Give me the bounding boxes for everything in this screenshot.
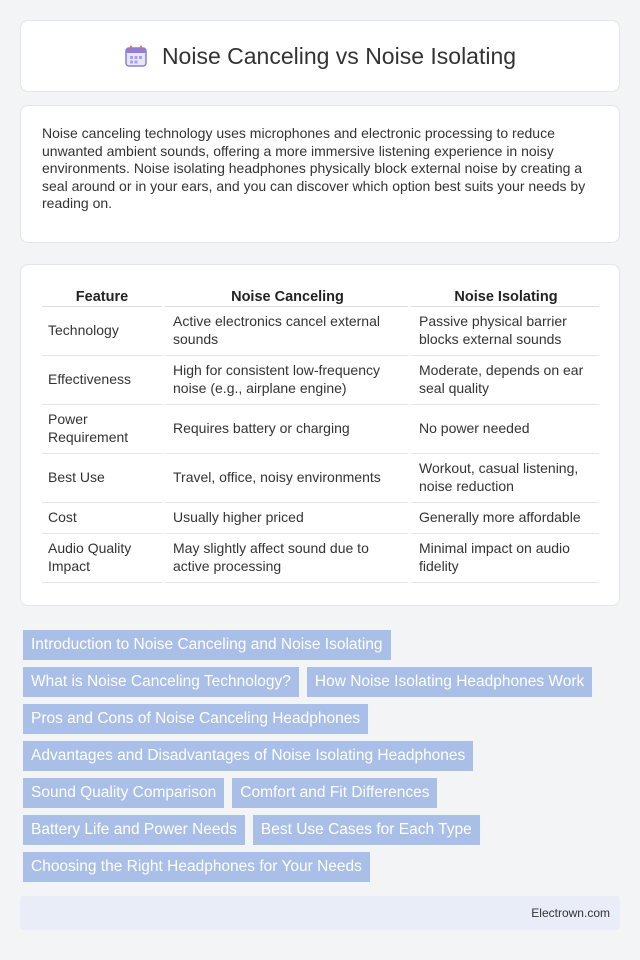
comparison-table bbox=[42, 285, 599, 583]
table-cell: Generally more affordable bbox=[408, 503, 599, 534]
table-cell: Moderate, depends on ear seal quality bbox=[408, 356, 599, 405]
table-cell: Active electronics cancel external sounds bbox=[162, 307, 408, 356]
table-cell: Usually higher priced bbox=[162, 503, 408, 534]
table-cell: Cost bbox=[42, 503, 162, 534]
table-row bbox=[42, 503, 599, 534]
tag-pros-cons-canceling[interactable]: Pros and Cons of Noise Canceling Headphones bbox=[23, 704, 368, 734]
intro-text: Noise canceling technology uses microphones and electronic processing to reduce unwanted ambient sounds, offering a more immersive listening experience in noisy environments. Noise isolating headphones physically block external noise by creating a seal around or in your ears, and you can discover which option best suits your needs by reading on. bbox=[42, 125, 586, 212]
table-row bbox=[42, 405, 599, 454]
table-row bbox=[42, 307, 599, 356]
table-cell: Workout, casual listening, noise reduction bbox=[408, 454, 599, 503]
table-header-row bbox=[42, 285, 599, 307]
table-cell: Technology bbox=[42, 307, 162, 356]
table-cell: High for consistent low-frequency noise (e.g., airplane engine) bbox=[162, 356, 408, 405]
intro-card bbox=[20, 105, 620, 243]
tag-advantages-isolating[interactable]: Advantages and Disadvantages of Noise Isolating Headphones bbox=[23, 741, 473, 771]
tag-row bbox=[23, 630, 623, 660]
table-header: Noise Canceling bbox=[162, 285, 408, 307]
tag-row bbox=[23, 667, 623, 697]
table-cell: No power needed bbox=[408, 405, 599, 454]
tag-sound-quality[interactable]: Sound Quality Comparison bbox=[23, 778, 224, 808]
table-cell: Minimal impact on audio fidelity bbox=[408, 534, 599, 583]
table-row bbox=[42, 356, 599, 405]
table-cell: Best Use bbox=[42, 454, 162, 503]
title-card bbox=[20, 20, 620, 92]
footer bbox=[20, 896, 620, 930]
tag-introduction[interactable]: Introduction to Noise Canceling and Noise Isolating bbox=[23, 630, 391, 660]
tag-row bbox=[23, 741, 623, 771]
tag-how-noise-isolating-works[interactable]: How Noise Isolating Headphones Work bbox=[307, 667, 592, 697]
table-row bbox=[42, 534, 599, 583]
table-cell: Requires battery or charging bbox=[162, 405, 408, 454]
tag-row bbox=[23, 852, 623, 882]
table-cell: May slightly affect sound due to active processing bbox=[162, 534, 408, 583]
table-cell: Effectiveness bbox=[42, 356, 162, 405]
table-header: Noise Isolating bbox=[408, 285, 599, 307]
tag-best-use-cases[interactable]: Best Use Cases for Each Type bbox=[253, 815, 480, 845]
tag-comfort-fit[interactable]: Comfort and Fit Differences bbox=[232, 778, 437, 808]
tag-battery-life[interactable]: Battery Life and Power Needs bbox=[23, 815, 245, 845]
page-title: Noise Canceling vs Noise Isolating bbox=[161, 42, 517, 69]
tag-what-is-noise-canceling[interactable]: What is Noise Canceling Technology? bbox=[23, 667, 299, 697]
table-header: Feature bbox=[42, 285, 162, 307]
tag-row bbox=[23, 778, 623, 808]
table-cell: Travel, office, noisy environments bbox=[162, 454, 408, 503]
tag-row bbox=[23, 815, 623, 845]
table-cell: Power Requirement bbox=[42, 405, 162, 454]
table-cell: Audio Quality Impact bbox=[42, 534, 162, 583]
calendar-icon bbox=[124, 44, 148, 68]
comparison-table-card bbox=[20, 264, 620, 606]
footer-brand[interactable]: Electrown.com bbox=[531, 906, 610, 920]
table-cell: Passive physical barrier blocks external sounds bbox=[408, 307, 599, 356]
tag-choosing-headphones[interactable]: Choosing the Right Headphones for Your Needs bbox=[23, 852, 370, 882]
tag-row bbox=[23, 704, 623, 734]
table-row bbox=[42, 454, 599, 503]
topic-tags bbox=[23, 630, 623, 889]
